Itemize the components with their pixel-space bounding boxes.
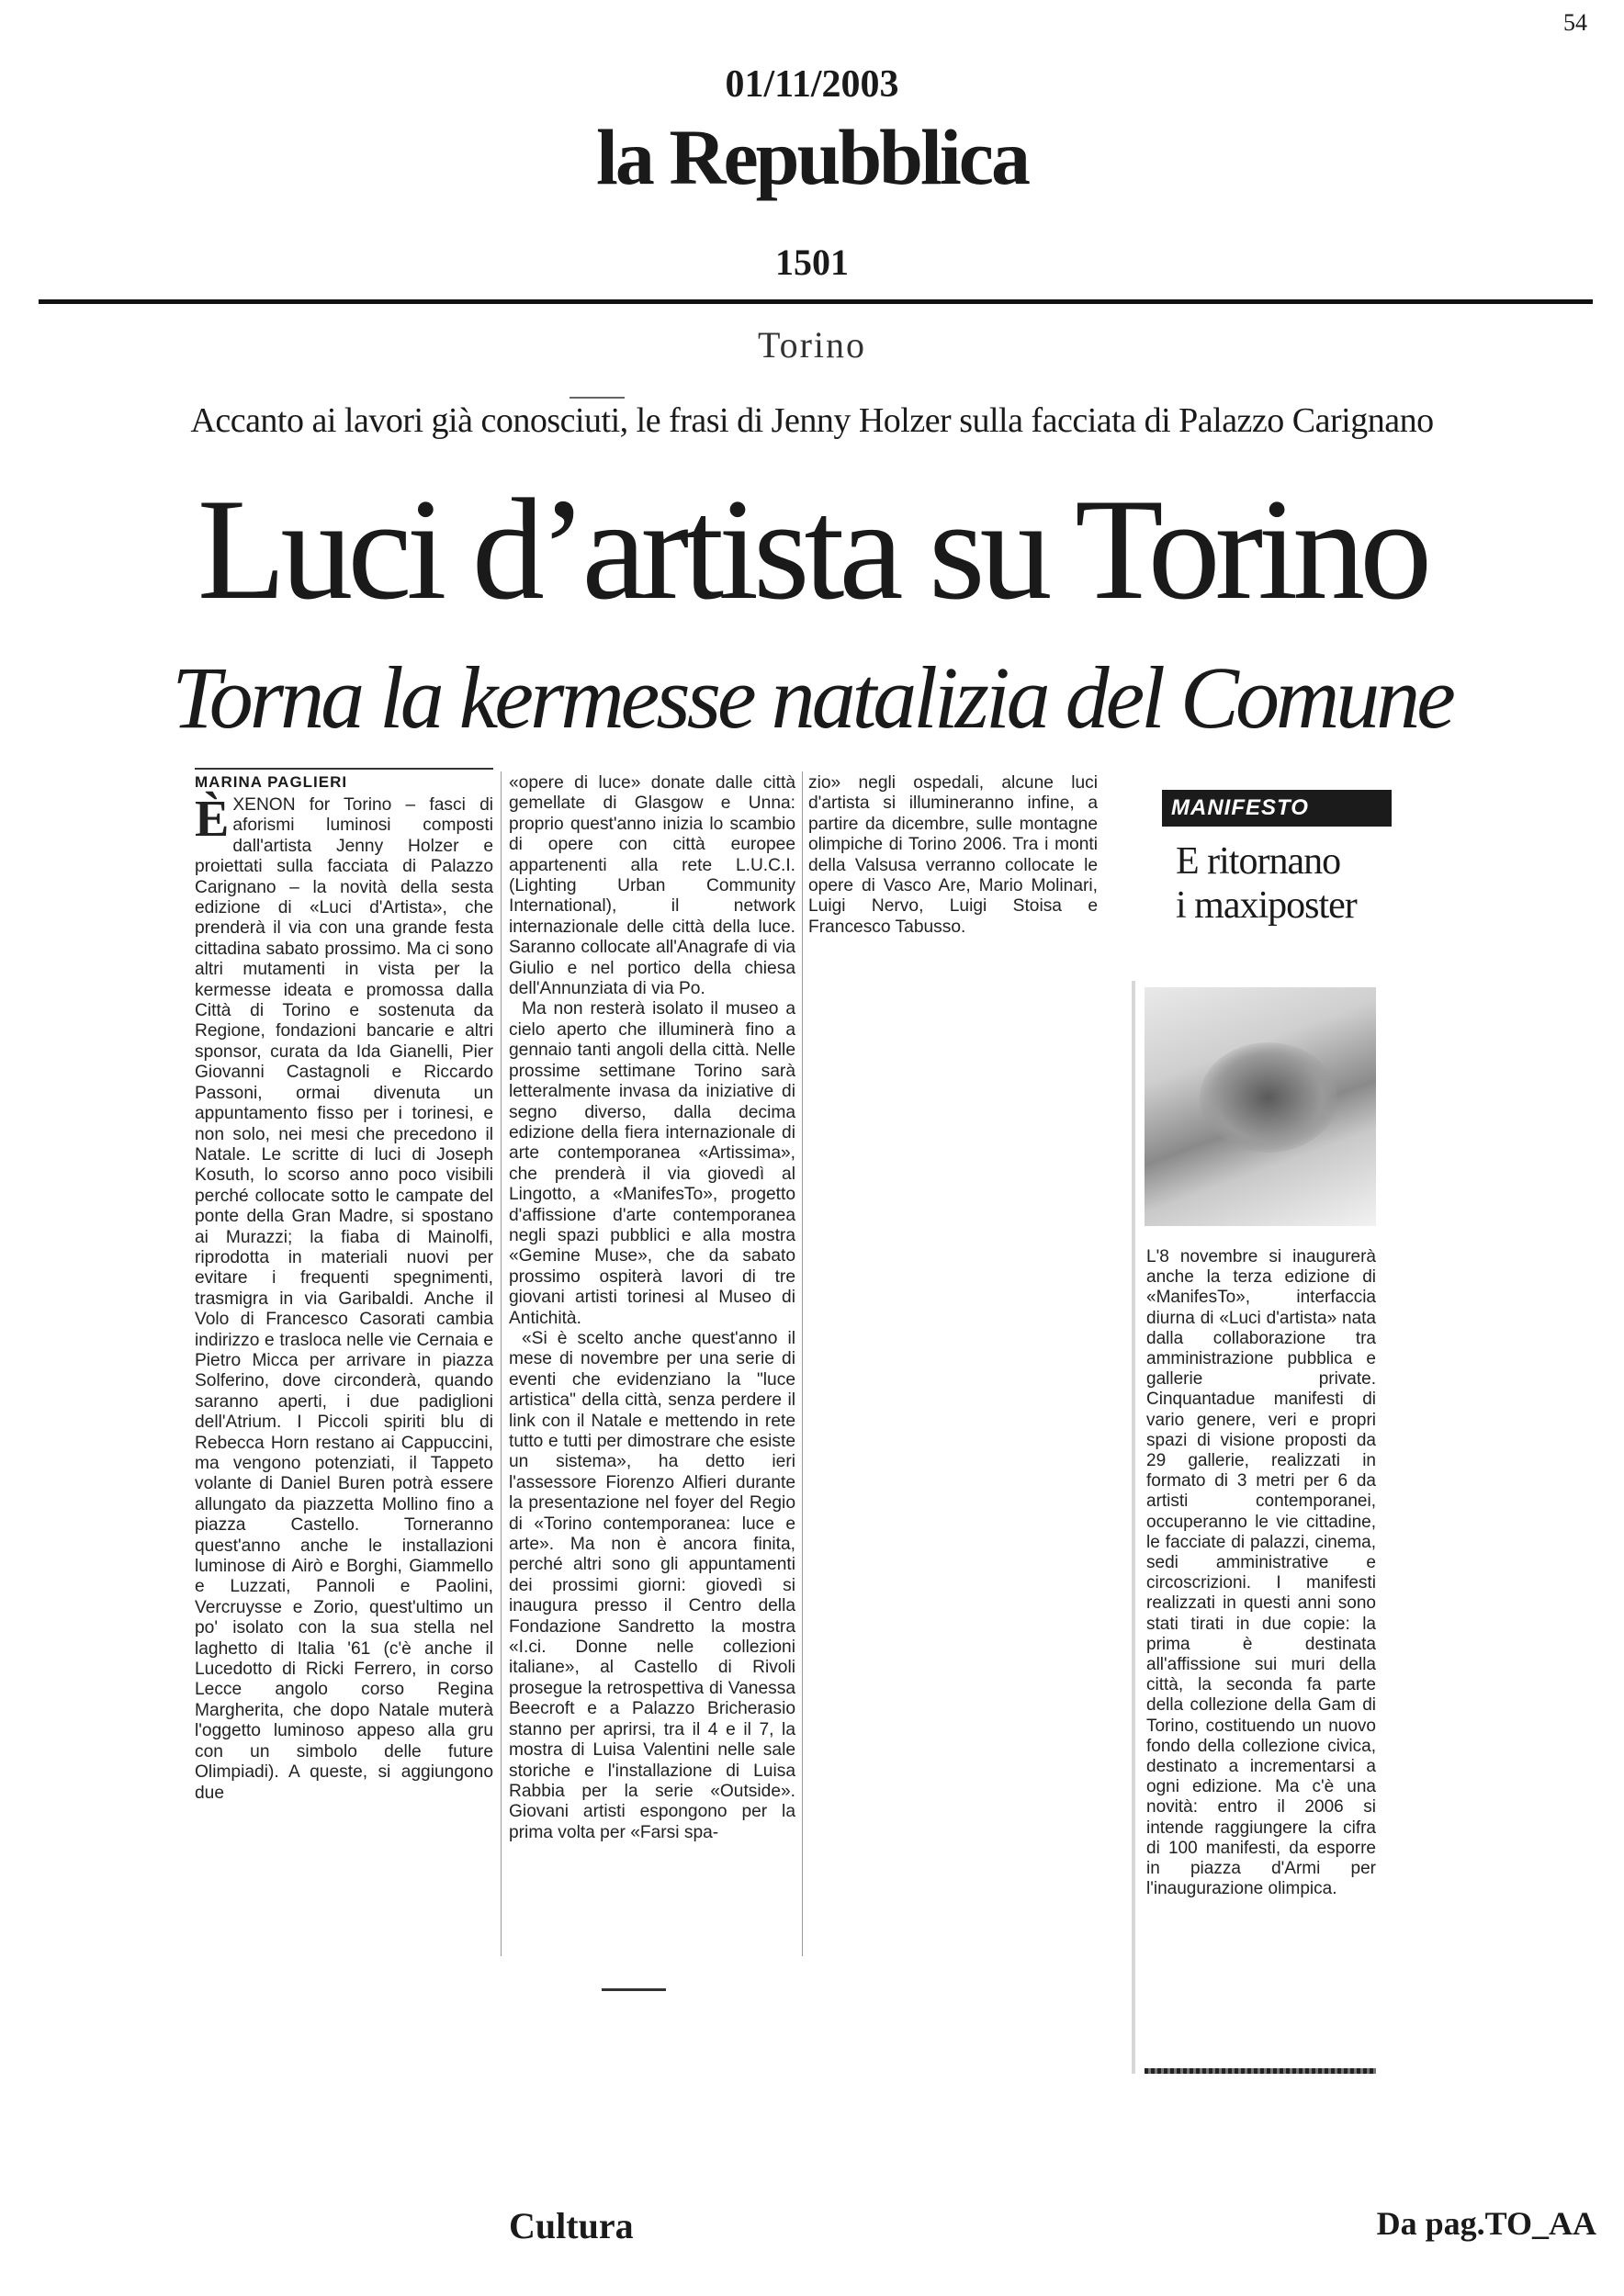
article-paragraph <box>195 791 493 1804</box>
kicker-mark <box>570 397 625 399</box>
sidebar-paragraph: L'8 novembre si inaugurerà anche la terza edizione di «ManifesTo», interfaccia diurna di «Luci d'artista» nata dalla collaborazione tra amministrazione pubblica e gallerie private. Cinquantadue manifesti di vario genere, veri e propri spazi di visione proposti da 29 gallerie, realizzati in formato di 3 metri per 6 da artisti contemporanei, occuperanno le vie cittadine, le facciate di palazzi, cinema, sedi amministrative e circoscrizioni. I manifesti realizzati in questi anni sono stati tirati in due copie: la prima è destinata all'affissione sui muri della città, la seconda fa parte della collezione della Gam di Torino, costituendo un nuovo fondo della collezione civica, destinato a incrementarsi a ogni edizione. Ma c'è una novità: entro il 2006 si intende raggiungere la cifra di 100 manifesti, da esporre in piazza d'Armi per l'inaugurazione olimpica. <box>1146 1247 1376 1899</box>
issue-number: 1501 <box>775 242 849 283</box>
drop-cap: È <box>195 791 230 848</box>
sidebar-title-line: E ritornano <box>1176 840 1341 883</box>
paragraph-text: XENON for Torino – fasci di aforismi luminosi composti dall'artista Jenny Holzer e proiettati sulla facciata di Palazzo Carignano – la novità della sesta edizione di «Luci d'Artista», che prenderà il via con una grande festa cittadina sabato prossimo. Ma ci sono altri mutamenti in vista per la kermesse ideata e promossa dalla Città di Torino e sostenuta da Regione, fondazioni bancarie e altri sponsor, curata da Ida Gianelli, Pier Giovanni Castagnoli e Riccardo Passoni, ormai divenuta un appuntamento fisso per i torinesi, e non solo, nei mesi che precedono il Natale. Le scritte di luci di Joseph Kosuth, lo scorso anno poco visibili perché collocate sotto le campate del ponte della Gran Madre, si spostano ai Murazzi; la fiaba di Mainolfi, riprodotta in materiali nuovi per evitare i frequenti spegnimenti, trasmigra in via Garibaldi. Anche il Volo di Francesco Casorati cambia indirizzo e trasloca nelle vie Cernaia e Pietro Micca per arrivare in piazza Solferino, dove circonderà, quando saranno aperti, i due padiglioni dell'Atrium. I Piccoli spiriti blu di Rebecca Horn restano ai Cappuccini, ma vengono potenziati, il Tappeto volante di Daniel Buren potrà essere allungato da piazzetta Mollino fino a piazza Castello. Torneranno quest'anno anche le installazioni luminose di Airò e Borghi, Giammello e Luzzati, Pannoli e Paolini, Vercruysse e Zorio, quest'ultimo un po' isolato con la sua stella nel laghetto di Italia '61 (c'è anche il Lucedotto di Ricki Ferrero, in corso Lecce angolo corso Regina Margherita, che dopo Natale muterà l'oggetto luminoso appeso alla gru con un simbolo delle future Olimpiadi). A queste, si aggiungono due <box>195 795 493 1803</box>
section-label: Torino <box>757 324 867 366</box>
sidebar-bottom-rule <box>1145 2068 1376 2074</box>
article-headline: Luci d’artista su Torino <box>197 469 1427 630</box>
sidebar-title <box>1176 839 1405 928</box>
article-paragraph: Ma non resterà isolato il museo a cielo aperto che illuminerà fino a gennaio tanti angoli della città. Nelle prossime settimane Torino sarà letteralmente invasa da iniziative di segno diverso, dalla decima edizione della fiera internazionale di arte contemporanea «Artissima», che prenderà il via giovedì al Lingotto, a «ManifesTo», progetto d'affissione d'arte contemporanea negli spazi pubblici e alla mostra «Gemine Muse», che da sabato prossimo ospiterà lavori di tre giovani artisti torinesi al Museo di Antichità. <box>509 999 795 1328</box>
sidebar-title-line: i maxiposter <box>1176 884 1357 927</box>
sidebar-tag: MANIFESTO <box>1162 790 1392 827</box>
article-paragraph: «Si è scelto anche quest'anno il mese di novembre per una serie di eventi che evidenziano la "luce artistica" della città, senza perdere il link con il Natale e mettendo in rete tutto e tutti per dimostrare che esiste un sistema», ha detto ieri l'assessore Fiorenzo Alfieri durante la presentazione nel foyer del Regio di «Torino contemporanea: luce e arte». Ma non è ancora finita, perché altri sono gli appuntamenti dei prossimi giorni: giovedì si inaugura presso il Centro della Fondazione Sandretto la mostra «I.ci. Donne nelle collezioni italiane», al Castello di Rivoli prosegue la retrospettiva di Vanessa Beecroft e a Palazzo Bricherasio stanno per aprirsi, tra il 4 e il 7, la mostra di Luisa Valentini nelle sale storiche e l'installazione di Luisa Rabbia per la serie «Outside». Giovani artisti espongono per la prima volta per «Farsi spa- <box>509 1328 795 1842</box>
sidebar-photo <box>1145 987 1376 1226</box>
article-paragraph: «opere di luce» donate dalle città gemellate di Glasgow e Unna: proprio quest'anno inizia lo scambio di opere con città europee appartenenti alla rete L.U.C.I. (Lighting Urban Community International), il network internazionale delle città della luce. Saranno collocate all'Anagrafe di via Giulio e nel portico della chiesa dell'Annunziata di via Po. <box>509 773 795 999</box>
byline-rule <box>195 768 493 770</box>
column-divider <box>501 771 502 1956</box>
sidebar-frame <box>1132 981 1135 2074</box>
sidebar-body <box>1146 1247 1376 2055</box>
article-column-1 <box>195 791 493 1953</box>
publication-date: 01/11/2003 <box>725 63 899 106</box>
article-kicker: Accanto ai lavori già conosciuti, le frasi di Jenny Holzer sulla facciata di Palazzo Carignano <box>190 401 1434 440</box>
page-number: 54 <box>1563 9 1587 36</box>
footer-source: Da pag.TO_AA <box>1376 2205 1596 2242</box>
article-column-2 <box>509 773 795 1986</box>
article-subheadline: Torna la kermesse natalizia del Comune <box>172 648 1452 747</box>
column-divider <box>802 771 803 1956</box>
article-column-3 <box>808 773 1098 975</box>
photo-subject <box>1200 1042 1337 1153</box>
header-divider <box>39 299 1593 304</box>
article-byline: MARINA PAGLIERI <box>195 773 348 791</box>
article-end-mark <box>602 1988 666 1991</box>
footer-section: Cultura <box>509 2205 634 2246</box>
newspaper-masthead: la Repubblica <box>596 113 1028 201</box>
article-paragraph: zio» negli ospedali, alcune luci d'artista si illumineranno infine, a partire da dicembre, sulle montagne olimpiche di Torino 2006. Tra i monti della Valsusa verranno collocate le opere di Vasco Are, Mario Molinari, Luigi Nervo, Luigi Stoisa e Francesco Tabusso. <box>808 773 1098 937</box>
